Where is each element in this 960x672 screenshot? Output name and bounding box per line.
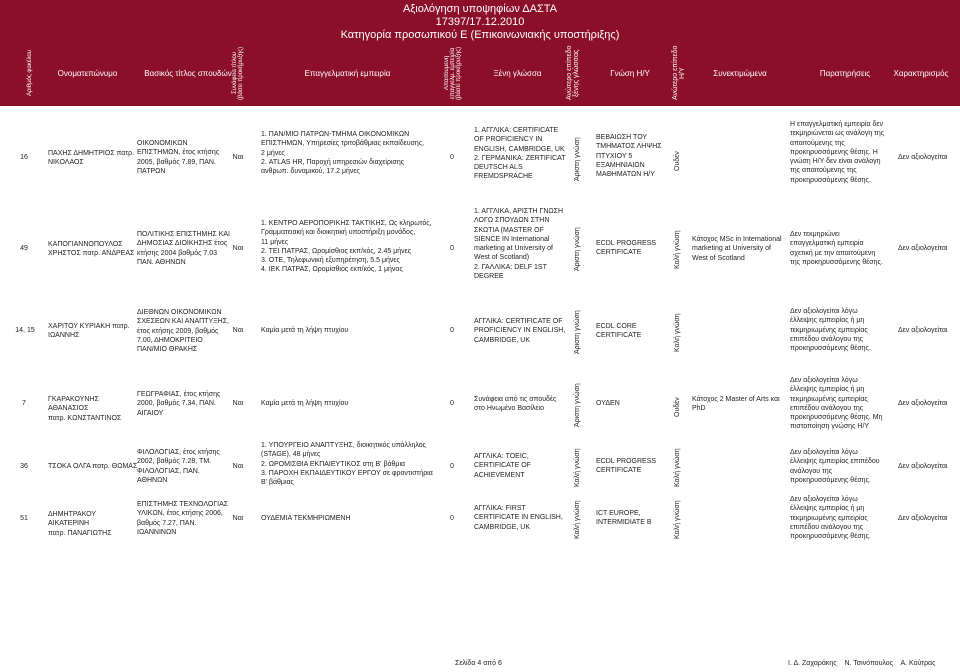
language-level: Άριστη γνώση: [574, 137, 581, 181]
experience: ΟΥΔΕΜΙΑ ΤΕΚΜΗΡΙΩΜΕΝΗ: [261, 515, 351, 522]
pc-knowledge: ECDL PROGRESS CERTIFICATE: [596, 240, 657, 257]
attachments: Κάτοχος MSc in International marketing at University of West of Scotland: [692, 236, 782, 262]
page-number: Σελίδα 4 από 6: [455, 660, 502, 667]
col-relation: Συνάφεια τίτλου (βάσει προκήρυξης): [232, 46, 244, 100]
degree-relation: Ναι: [232, 245, 244, 252]
col-pc-knowledge: Γνώση Η/Υ: [610, 68, 650, 78]
degree: ΔΙΕΘΝΩΝ ΟΙΚΟΝΟΜΙΚΩΝ ΣΧΕΣΕΩΝ ΚΑΙ ΑΝΑΠΤΥΞΗΣ, έτος κτήσης 2009, βαθμός 7.00, ΔΗΜΟΚΡΙΤΕΙΟ ΠΑΝ/ΜΙΟ ΘΡΑΚΗΣ: [137, 309, 230, 354]
remarks: Δεν τεκμηριώνει επαγγελματική εμπειρία σχετική με την απαιτούμενη της προκηρυσσόμενης θέσης.: [790, 231, 883, 266]
applicant-name: ΔΗΜΗΤΡΑΚΟΥ ΑΙΚΑΤΕΡΙΝΗ πατρ. ΠΑΝΑΓΙΩΤΗΣ: [48, 511, 112, 537]
pc-knowledge: ICT EUROPE, INTERMIDIATE B: [596, 510, 652, 527]
pc-knowledge: ECDL CORE CERTIFICATE: [596, 323, 642, 340]
degree-relation: Ναι: [232, 327, 244, 334]
col-pc-level: Ανώτερο επίπεδο Η/Υ: [672, 45, 686, 101]
col-degree: Βασικός τίτλος σπουδών: [144, 68, 232, 78]
language-level: Άριστη γνώση: [574, 227, 581, 271]
col-rating: Χαρακτηρισμός: [893, 68, 949, 78]
required-experience: 0: [450, 154, 454, 161]
experience: 1. ΚΕΝΤΡΟ ΑΕΡΟΠΟΡΙΚΗΣ ΤΑΚΤΙΚΗΣ, Ως κληρωτός, Γραμματειακή και διοικητική υποστήριξη μονάδος, 11 μήνες 2. ΤΕΙ ΠΑΤΡΑΣ, Ωρομίσθιος εκπ/κός, 2.45 μήνες 3. ΟΤΕ, Τηλεφωνική εξυπηρέτηση, 5.5 μήνες 4. ΙΕΚ ΠΑΤΡΑΣ, Ωρομίσθιος εκπ/κός, 1 μήνας: [261, 220, 432, 274]
foreign-language: ΑΓΓΛΙΚΑ: CERTIFICATE OF PROFICIENCY IN ENGLISH, CAMBRIDGE, UK: [474, 318, 566, 344]
file-number: 51: [20, 515, 28, 522]
required-experience: 0: [450, 327, 454, 334]
col-remarks: Παρατηρήσεις: [819, 68, 871, 78]
col-experience: Επαγγελματική εμπειρία: [304, 68, 391, 78]
degree-relation: Ναι: [232, 400, 244, 407]
pc-level: Ουδέν: [674, 151, 681, 171]
col-file-no: Αριθμός φακέλου: [27, 50, 33, 96]
applicant-name: ΚΑΠΟΓΙΑΝΝΟΠΟΥΛΟΣ ΧΡΗΣΤΟΣ πατρ. ΑΝΔΡΕΑΣ: [48, 241, 135, 258]
pc-knowledge: ECDL PROGRESS CERTIFICATE: [596, 458, 657, 475]
rating: Δεν αξιολογείται: [898, 400, 948, 407]
pc-level: Καλή γνώση: [674, 230, 681, 269]
degree-relation: Ναι: [232, 154, 244, 161]
pc-knowledge: ΟΥΔΕΝ: [596, 400, 620, 407]
col-language-level: Ανώτερο επίπεδο ξένης γλώσσας: [566, 45, 580, 101]
applicant-name: ΠΑΧΗΣ ΔΗΜΗΤΡΙΟΣ πατρ. ΝΙΚΟΛΑΟΣ: [48, 150, 135, 167]
experience: Καμία μετά τη λήψη πτυχίου: [261, 327, 349, 334]
signatories: Ι. Δ. Ζαχαράκης Ν. Τσινόπουλος Α. Κούτρας: [788, 660, 936, 667]
experience: Καμία μετά τη λήψη πτυχίου: [261, 400, 349, 407]
foreign-language: ΑΓΓΛΙΚΑ: FIRST CERTIFICATE IN ENGLISH, CAMBRIDGE, UK: [474, 505, 563, 531]
foreign-language: Συνάφεια από τις σπουδές στο Ηνωμένο Βασίλειο: [474, 396, 557, 413]
pc-level: Καλή γνώση: [674, 500, 681, 539]
col-foreign-language: Ξένη γλώσσα: [493, 68, 542, 78]
pc-knowledge: ΒΕΒΑΙΩΣΗ ΤΟΥ ΤΜΗΜΑΤΟΣ ΛΗΨΗΣ ΠΤΥΧΙΟΥ 5 ΕΞΑΜΗΝΙΑΙΩΝ ΜΑΘΗΜΑΤΩΝ Η/Υ: [596, 134, 662, 179]
language-level: Άριστη γνώση: [574, 310, 581, 354]
document-title-block: [0, 3, 960, 42]
col-name: Ονοματεπώνυμο: [57, 68, 118, 78]
rating: Δεν αξιολογείται: [898, 245, 948, 252]
experience: 1. ΥΠΟΥΡΓΕΙΟ ΑΝΑΠΤΥΞΗΣ, διοικητικός υπάλληλος (STAGE), 48 μήνες 2. ΩΡΟΜΙΣΘΙΑ ΕΚΠΑΙΕΥΤΙΚΟΣ στη Β' βάθμια 3. ΠΑΡΟΧΗ ΕΚΠΑΙΔΕΥΤΙΚΟΥ ΕΡΓΟΥ σε φροντιστήρια Β' βάθμιας: [261, 442, 433, 487]
applicant-name: ΤΣΟΚΑ ΟΛΓΑ πατρ. ΘΩΜΑΣ: [48, 463, 138, 470]
foreign-language: 1. ΑΓΓΛΙΚΑ, ΑΡΙΣΤΗ ΓΝΩΣΗ ΛΟΓΩ ΣΠΟΥΔΩΝ ΣΤΗΝ ΣΚΩΤΙΑ (MASTER OF SIENCE IN International marketing at University of West of Scotland) 2. ΓΑΛΛΙΚΑ: DELF 1ST DEGREE: [474, 208, 564, 281]
rating: Δεν αξιολογείται: [898, 154, 948, 161]
degree: ΓΕΩΓΡΑΦΙΑΣ, έτος κτήσης 2000, βαθμός 7.34, ΠΑΝ. ΑΙΓΑΙΟΥ: [137, 391, 221, 417]
rating: Δεν αξιολογείται: [898, 463, 948, 470]
category-title: Κατηγορία προσωπικού Ε (Επικοινωνιακής υποστήριξης): [340, 29, 620, 41]
foreign-language: ΑΓΓΛΙΚΑ: TOEIC, CERTIFICATE OF ACHIEVEMENT: [474, 453, 531, 479]
language-level: Άριστη γνώση: [574, 383, 581, 427]
file-number: 16: [20, 154, 28, 161]
required-experience: 0: [450, 245, 454, 252]
pc-level: Ουδέν: [674, 397, 681, 417]
attachments: Κάτοχος 2 Master of Arts και PhD: [692, 396, 780, 413]
language-level: Καλή γνώση: [574, 448, 581, 487]
rating: Δεν αξιολογείται: [898, 515, 948, 522]
pc-level: Καλή γνώση: [674, 448, 681, 487]
foreign-language: 1. ΑΓΓΛΙΚΑ: CERTIFICATE OF PROFICIENCY IN ENGLISH, CAMBRIDGE, UK 2. ΓΕΡΜΑΝΙΚΑ: ZERTIFICAT DEUTSCH ALS FREMDSPRACHE: [474, 127, 566, 181]
pc-level: Καλή γνώση: [674, 313, 681, 352]
file-number: 7: [22, 400, 26, 407]
protocol-number: 17397/17.12.2010: [435, 16, 525, 28]
degree: ΠΟΛΙΤΙΚΗΣ ΕΠΙΣΤΗΜΗΣ ΚΑΙ ΔΗΜΟΣΙΑΣ ΔΙΟΙΚΗΣΗΣ έτος κτήσης 2004 βαθμός 7.03 ΠΑΝ. ΑΘΗΝΩΝ: [137, 231, 230, 266]
language-level: Καλή γνώση: [574, 500, 581, 539]
required-experience: 0: [450, 463, 454, 470]
col-attachments: Συνεκτιμώμενα: [713, 68, 767, 78]
remarks: Δεν αξιολογείται λόγω έλλειψης εμπειρίας ή μη τεκμηριωμένης εμπειρίας επιπέδου ανάλογου της προκηρυσσόμενης θέσης.: [790, 308, 871, 353]
remarks: Δεν αξιολογείται λόγω έλλειψης εμπειρίας επιπέδου ανάλογου της προκηρυσσόμενης θέσης.: [790, 449, 880, 484]
file-number: 14, 15: [15, 327, 35, 334]
degree: ΕΠΙΣΤΗΜΗΣ ΤΕΧΝΟΛΟΓΙΑΣ ΥΛΙΚΩΝ, έτος κτήσης 2006, βαθμός 7.27, ΠΑΝ. ΙΩΑΝΝΙΝΩΝ: [137, 501, 229, 536]
remarks: Δεν αξιολογείται λόγω έλλειψης εμπειρίας ή μη τεκμηριωμένης εμπειρίας επιπέδου ανάλογου της προκηρυσσόμενης θέσης. Μη πιστοποίηση γνώσης Η/Υ: [790, 377, 883, 431]
remarks: Η επαγγελματική εμπειρία δεν τεκμηριώνεται ως ανάλογη της απαιτούμενης της προκηρυσσόμενης θέσης. Η γνώση Η/Υ δεν είναι ανάλογη της απαιτούμενης της προκηρυσσόμενης θέσης.: [790, 121, 885, 184]
experience: 1. ΠΑΝ/ΜΙΟ ΠΑΤΡΩΝ-ΤΜΗΜΑ ΟΙΚΟΝΟΜΙΚΩΝ ΕΠΙΣΤΗΜΩΝ, Υπηρεσίες τριτοβάθμιας εκπαίδευσης, 2 μήνες 2. ATLAS HR, Παροχή υπηρεσιών διαχείρισης ανθρωπ. δυναμικού, 17.2 μήνες: [261, 131, 425, 176]
required-experience: 0: [450, 400, 454, 407]
applicant-name: ΧΑΡΙΤΟΥ ΚΥΡΙΑΚΗ πατρ. ΙΩΑΝΝΗΣ: [48, 323, 130, 340]
document-title: Αξιολόγηση υποψηφίων ΔΑΣΤΑ: [402, 3, 557, 15]
file-number: 49: [20, 245, 28, 252]
degree-relation: Ναι: [232, 515, 244, 522]
remarks: Δεν αξιολογείται λόγω έλλειψης εμπειρίας ή μη τεκμηριωμένης εμπειρίας επιπέδου ανάλογου της προκηρυσσόμενης θέσης.: [790, 496, 871, 541]
required-experience: 0: [450, 515, 454, 522]
rating: Δεν αξιολογείται: [898, 327, 948, 334]
degree: ΦΙΛΟΛΟΓΙΑΣ, έτος κτήσης 2002, βαθμός 7.28, ΤΜ. ΦΙΛΟΛΟΓΙΑΣ, ΠΑΝ. ΑΘΗΝΩΝ: [137, 449, 220, 484]
file-number: 36: [20, 463, 28, 470]
col-required-exp: Απαιτούμενη επαγγελμ. εμπειρία (βάσει προκήρυξης): [444, 46, 462, 100]
degree-relation: Ναι: [232, 463, 244, 470]
degree: ΟΙΚΟΝΟΜΙΚΩΝ ΕΠΙΣΤΗΜΩΝ, έτος κτήσης 2005, βαθμός 7.89, ΠΑΝ. ΠΑΤΡΩΝ: [137, 140, 220, 175]
applicant-name: ΓΚΑΡΑΚΟΥΝΗΣ ΑΘΑΝΑΣΙΟΣ πατρ. ΚΩΝΣΤΑΝΤΙΝΟΣ: [48, 396, 122, 422]
